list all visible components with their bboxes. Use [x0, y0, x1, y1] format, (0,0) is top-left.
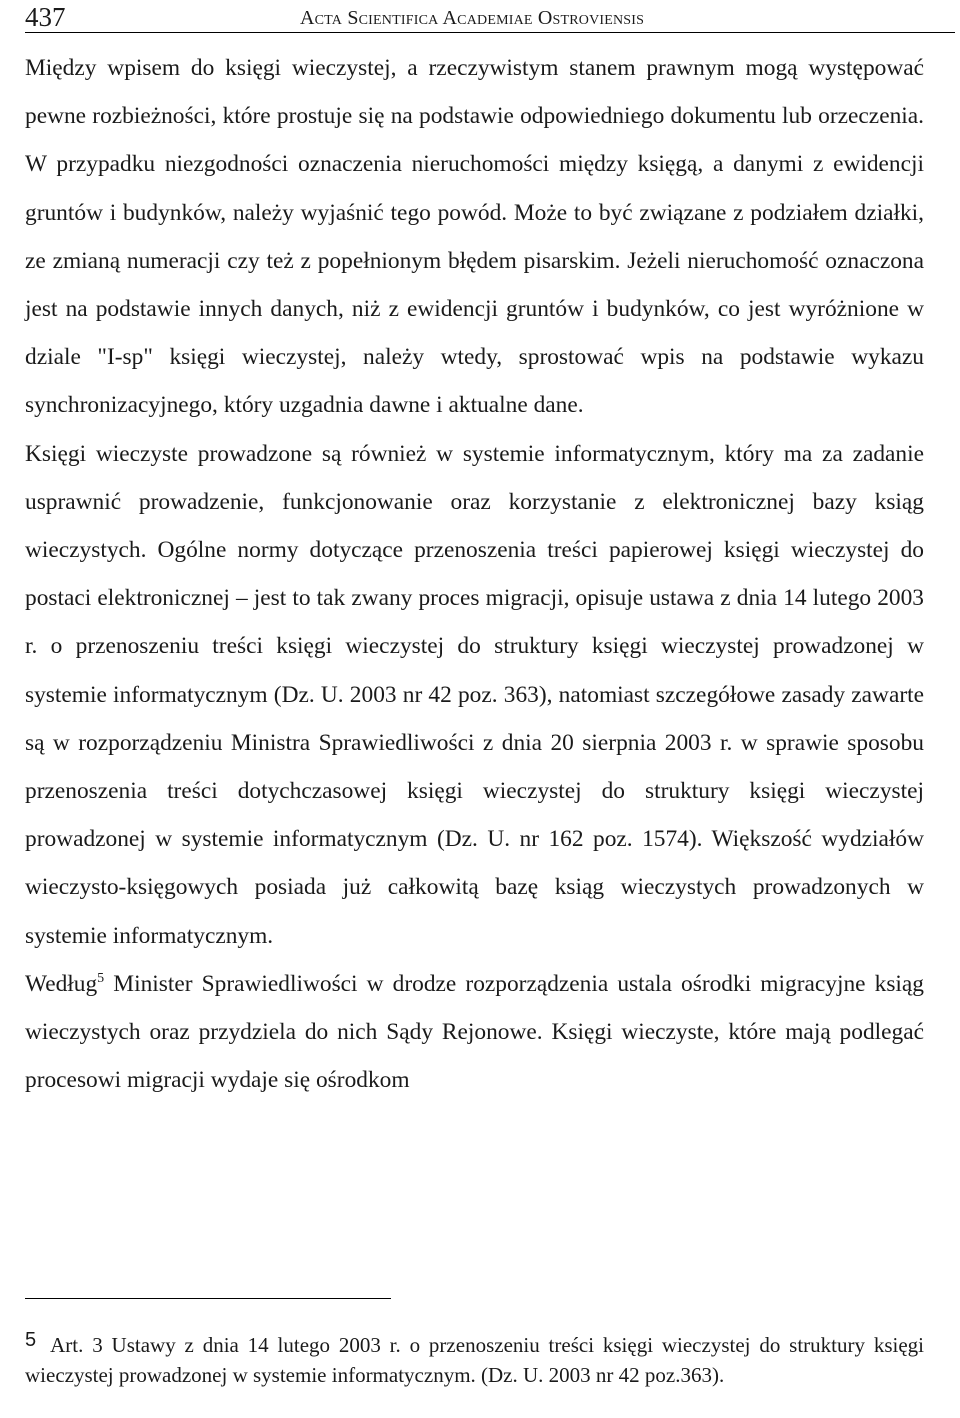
footnote: [25, 1330, 924, 1390]
paragraph-3: [25, 960, 924, 1105]
running-header: [25, 2, 955, 33]
footnote-reference[interactable]: 5: [97, 970, 105, 986]
footnote-number: 5: [25, 1329, 37, 1351]
body-text: [25, 44, 924, 1104]
paragraph-3-start: Według: [25, 970, 98, 997]
footnote-separator: [25, 1298, 391, 1299]
paragraph-1: Między wpisem do księgi wieczystej, a rzeczywistym stanem prawnym mogą występować pewne rozbieżności, które prostuje się na podstawie odpowiedniego dokumentu lub orzeczenia. W przypadku niezgodności oznaczenia nieruchomości między księgą, a danymi z ewidencji gruntów i budynków, należy wyjaśnić tego powód. Może to być związane z podziałem działki, ze zmianą numeracji czy też z popełnionym błędem pisarskim. Jeżeli nieruchomość oznaczona jest na podstawie innych danych, niż z ewidencji gruntów i budynków, co jest wyróżnione w dziale "I-sp" księgi wieczystej, należy wtedy, sprostować wpis na podstawie wykazu synchronizacyjnego, który uzgadnia dawne i aktualne dane.: [25, 55, 924, 419]
paragraph-2: Księgi wieczyste prowadzone są również w systemie informatycznym, który ma za zadanie usprawnić prowadzenie, funkcjonowanie oraz korzystanie z elektronicznej bazy ksiąg wieczystych. Ogólne normy dotyczące przenoszenia treści papierowej księgi wieczystej do postaci elektronicznej – jest to tak zwany proces migracji, opisuje ustawa z dnia 14 lutego 2003 r. o przenoszeniu treści księgi wieczystej do struktury księgi wieczystej prowadzonej w systemie informatycznym (Dz. U. 2003 nr 42 poz. 363), natomiast szczegółowe zasady zawarte są w rozporządzeniu Ministra Sprawiedliwości z dnia 20 sierpnia 2003 r. w sprawie sposobu przenoszenia treści dotychczasowej księgi wieczystej do struktury księgi wieczystej prowadzonej w systemie informatycznym (Dz. U. nr 162 poz. 1574). Większość wydziałów wieczysto-księgowych posiada już całkowitą bazę ksiąg wieczystych prowadzonych w systemie informatycznym.: [25, 440, 924, 949]
paragraph-3-rest: Minister Sprawiedliwości w drodze rozporządzenia ustala ośrodki migracyjne ksiąg wieczystych oraz przydziela do nich Sądy Rejonowe. Księgi wieczyste, które mają podlegać procesowi migracji wydaje się ośrodkom: [25, 970, 924, 1094]
footnote-text: Art. 3 Ustawy z dnia 14 lutego 2003 r. o przenoszeniu treści księgi wieczystej do struktury księgi wieczystej prowadzonej w systemie informatycznym. (Dz. U. 2003 nr 42 poz.363).: [25, 1333, 924, 1387]
page-number: 437: [25, 2, 66, 32]
journal-title: Acta Scientifica Academiae Ostroviensis: [300, 7, 645, 29]
